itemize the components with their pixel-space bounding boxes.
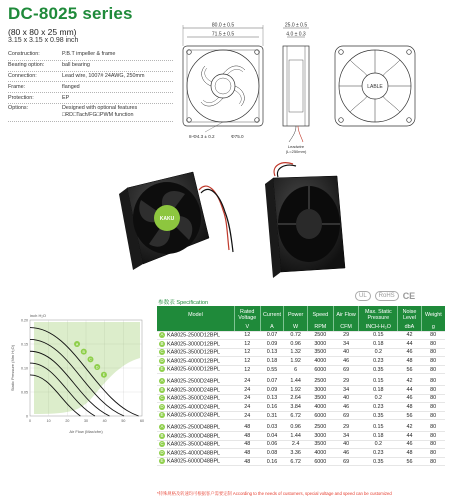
- unit-airflow: CFM: [333, 323, 359, 331]
- front-view-drawing: [183, 22, 263, 132]
- spec-section-title: 参数表 Specification: [158, 300, 209, 306]
- cell-model: [157, 394, 234, 403]
- cell-airflow: 40: [333, 348, 359, 357]
- cell-weight: 80: [421, 403, 445, 412]
- cell-airflow: 46: [333, 403, 359, 412]
- curve-tag-label: B: [82, 349, 85, 354]
- cell-current: 0.07: [260, 377, 284, 386]
- cell-pressure: 0.18: [359, 432, 398, 441]
- cell-current: 0.03: [260, 423, 284, 432]
- curve-x-axis-label: Air Flow (Max/cfm): [69, 429, 103, 434]
- cell-speed: 2500: [307, 331, 333, 340]
- cell-voltage: 24: [234, 394, 260, 403]
- spec-value: Lead wire, 1007# 24AWG, 250mm: [62, 72, 145, 79]
- table-row: [157, 440, 445, 449]
- spec-row: [8, 72, 173, 83]
- cell-current: 0.09: [260, 340, 284, 349]
- fan-photo-back: [265, 163, 345, 278]
- cell-voltage: 12: [234, 331, 260, 340]
- cell-noise: 48: [398, 403, 422, 412]
- cell-noise: 46: [398, 348, 422, 357]
- cell-current: 0.09: [260, 386, 284, 395]
- cell-voltage: 24: [234, 377, 260, 386]
- ul-mark-icon: UL: [355, 291, 371, 301]
- back-label-text: LABLE: [367, 84, 383, 90]
- curve-tag-label: C: [89, 357, 92, 362]
- table-row: [157, 340, 445, 349]
- cell-noise: 48: [398, 357, 422, 366]
- cell-weight: 80: [421, 432, 445, 441]
- x-tick-label: 10: [46, 419, 51, 423]
- curve-tag-badge: C: [160, 395, 164, 401]
- cell-pressure: 0.23: [359, 403, 398, 412]
- technical-drawing: [175, 20, 450, 160]
- cell-noise: 46: [398, 394, 422, 403]
- cell-voltage: 48: [234, 440, 260, 449]
- cell-voltage: 48: [234, 457, 260, 466]
- model-number: KA8025-3000D12BPL: [167, 341, 221, 348]
- dim-depth-label: 25.0 ± 0.5: [284, 22, 308, 29]
- model-number: KA8025-4000D24BPL: [167, 404, 221, 411]
- table-header-row: [157, 306, 445, 323]
- curve-tag-badge: C: [160, 349, 164, 355]
- cell-pressure: 0.35: [359, 365, 398, 374]
- cell-airflow: 34: [333, 386, 359, 395]
- cell-model: [157, 331, 234, 340]
- curve-tag-label: E: [102, 373, 106, 378]
- spec-key: Frame:: [8, 83, 26, 90]
- x-tick-label: 0: [29, 419, 31, 423]
- unit-pressure: INCH-H₂O: [359, 323, 398, 331]
- spec-value: EP: [62, 94, 70, 101]
- curve-tag-label: A: [75, 342, 79, 347]
- spec-row: [8, 50, 173, 61]
- cell-voltage: 24: [234, 386, 260, 395]
- cell-airflow: 69: [333, 411, 359, 420]
- cell-weight: 80: [421, 340, 445, 349]
- cell-power: 3.84: [284, 403, 308, 412]
- cell-model: [157, 423, 234, 432]
- cell-airflow: 40: [333, 394, 359, 403]
- col-power: Power: [284, 306, 308, 323]
- model-number: KA8025-6000D12BPL: [167, 366, 221, 373]
- table-body: [157, 331, 445, 466]
- model-number: KA8025-6000D24BPL: [167, 412, 221, 419]
- cell-speed: 6000: [307, 411, 333, 420]
- cell-power: 0.72: [284, 331, 308, 340]
- spec-row: [8, 104, 173, 122]
- cell-pressure: 0.23: [359, 357, 398, 366]
- cell-weight: 80: [421, 348, 445, 357]
- brand-sticker-text: KAKU: [159, 216, 175, 222]
- cell-pressure: 0.35: [359, 457, 398, 466]
- unit-model: [157, 323, 234, 331]
- spec-key: Bearing option:: [8, 62, 45, 69]
- cell-pressure: 0.15: [359, 423, 398, 432]
- curve-y-axis-label: Static Pressure (Mm H₂O): [10, 344, 15, 392]
- cell-power: 1.44: [284, 377, 308, 386]
- cell-voltage: 48: [234, 423, 260, 432]
- spec-key: Protection:: [8, 94, 34, 101]
- cell-noise: 44: [398, 340, 422, 349]
- cell-noise: 42: [398, 331, 422, 340]
- cell-model: [157, 340, 234, 349]
- model-number: KA8025-4000D48BPL: [167, 450, 221, 457]
- cell-power: 0.96: [284, 423, 308, 432]
- unit-weight: g: [421, 323, 445, 331]
- col-weight: Weight: [421, 306, 445, 323]
- cell-power: 1.32: [284, 348, 308, 357]
- model-number: KA8025-3500D24BPL: [167, 395, 221, 402]
- spec-value: flanged: [62, 83, 80, 90]
- col-noise: Noise Level: [398, 306, 422, 323]
- cell-noise: 42: [398, 377, 422, 386]
- y-tick-label: 0: [26, 414, 28, 419]
- cell-voltage: 24: [234, 403, 260, 412]
- cell-power: 1.92: [284, 357, 308, 366]
- cell-speed: 3000: [307, 340, 333, 349]
- model-number: KA8025-3000D48BPL: [167, 433, 221, 440]
- cell-voltage: 12: [234, 348, 260, 357]
- cell-noise: 56: [398, 411, 422, 420]
- spec-key: Construction:: [8, 51, 40, 58]
- cell-current: 0.13: [260, 394, 284, 403]
- cell-model: [157, 377, 234, 386]
- table-row: [157, 357, 445, 366]
- leadwire-label: Leadwire: [287, 144, 305, 149]
- spec-value: P.B.T impeller & frame: [62, 51, 116, 58]
- cell-model: [157, 386, 234, 395]
- specification-table: [157, 306, 445, 466]
- model-number: KA8025-2500D12BPL: [167, 332, 221, 339]
- cell-noise: 48: [398, 449, 422, 458]
- x-tick-label: 30: [84, 419, 88, 423]
- col-pressure: Max. Static Pressure: [359, 306, 398, 323]
- cell-pressure: 0.2: [359, 440, 398, 449]
- cell-speed: 6000: [307, 365, 333, 374]
- cell-pressure: 0.15: [359, 331, 398, 340]
- col-current: Current: [260, 306, 284, 323]
- spec-value: ball bearing: [62, 62, 90, 69]
- cell-model: [157, 440, 234, 449]
- cell-weight: 80: [421, 394, 445, 403]
- x-tick-label: 40: [102, 419, 107, 423]
- cell-power: 6.72: [284, 411, 308, 420]
- cell-noise: 44: [398, 432, 422, 441]
- cell-speed: 3500: [307, 440, 333, 449]
- cell-current: 0.16: [260, 457, 284, 466]
- cell-airflow: 40: [333, 440, 359, 449]
- footnote: *特殊规格及转速均可根据客户需要定制 According to the needs of customers, special voltage and speed can be customized: [157, 491, 392, 496]
- cell-voltage: 24: [234, 411, 260, 420]
- spec-key: Options:: [8, 105, 29, 112]
- cell-pressure: 0.2: [359, 394, 398, 403]
- model-number: KA8025-6000D48BPL: [167, 458, 221, 465]
- cell-weight: 80: [421, 457, 445, 466]
- spec-row: [8, 82, 173, 93]
- cell-power: 2.64: [284, 394, 308, 403]
- page-title: DC-8025 series: [8, 4, 133, 23]
- cell-pressure: 0.35: [359, 411, 398, 420]
- curve-tag-badge: E: [160, 366, 164, 372]
- col-voltage: Rated Voltage: [234, 306, 260, 323]
- cell-airflow: 69: [333, 365, 359, 374]
- cell-power: 2.4: [284, 440, 308, 449]
- cell-airflow: 29: [333, 331, 359, 340]
- curve-tag-label: D: [95, 365, 99, 370]
- curve-tag-badge: A: [160, 377, 164, 383]
- dim-holes-label: 71.5 ± 0.5: [211, 31, 235, 38]
- table-row: [157, 377, 445, 386]
- cell-model: [157, 457, 234, 466]
- curve-tag-badge: B: [160, 432, 164, 438]
- curve-tag-badge: A: [160, 423, 164, 429]
- performance-curve: [8, 308, 156, 436]
- cell-noise: 44: [398, 386, 422, 395]
- cell-current: 0.18: [260, 357, 284, 366]
- spec-list: [8, 50, 173, 122]
- cell-noise: 56: [398, 457, 422, 466]
- table-row: [157, 403, 445, 412]
- cell-weight: 80: [421, 449, 445, 458]
- curve-tag-badge: B: [160, 340, 164, 346]
- unit-power: W: [284, 323, 308, 331]
- hole-note-label: 8-Φ4.3 ± 0.2: [189, 134, 215, 139]
- curve-x-ticks: [29, 419, 144, 423]
- cell-model: [157, 365, 234, 374]
- cell-weight: 80: [421, 377, 445, 386]
- cell-weight: 80: [421, 357, 445, 366]
- cell-weight: 80: [421, 423, 445, 432]
- col-speed: Speed: [307, 306, 333, 323]
- dim-outer-label: 80.0 ± 0.5: [211, 22, 235, 29]
- cell-power: 0.96: [284, 340, 308, 349]
- cell-voltage: 12: [234, 340, 260, 349]
- table-row: [157, 449, 445, 458]
- table-row: [157, 423, 445, 432]
- table-row: [157, 411, 445, 420]
- curve-y-unit: inch H₂O: [30, 313, 47, 318]
- curve-tag-badge: E: [160, 412, 164, 418]
- cell-power: 1.44: [284, 432, 308, 441]
- cell-pressure: 0.18: [359, 386, 398, 395]
- cell-airflow: 29: [333, 423, 359, 432]
- curve-tag-badge: A: [160, 332, 164, 338]
- cell-airflow: 34: [333, 432, 359, 441]
- cell-weight: 80: [421, 365, 445, 374]
- dim-flange-label: 4.0 ± 0.3: [286, 31, 306, 38]
- table-units-row: [157, 323, 445, 331]
- cell-speed: 3500: [307, 394, 333, 403]
- unit-speed: RPM: [307, 323, 333, 331]
- cell-model: [157, 357, 234, 366]
- cell-model: [157, 411, 234, 420]
- model-number: KA8025-2500D24BPL: [167, 378, 221, 385]
- x-tick-label: 50: [121, 419, 126, 423]
- leadwire-length-label: (L=250mm): [285, 149, 307, 154]
- size-inch: 3.15 x 3.15 x 0.98 inch: [8, 37, 79, 44]
- table-row: [157, 331, 445, 340]
- col-model: Model: [157, 306, 234, 323]
- cell-airflow: 46: [333, 357, 359, 366]
- cell-speed: 2500: [307, 377, 333, 386]
- table-row: [157, 365, 445, 374]
- curve-tag-badge: E: [160, 458, 164, 464]
- col-airflow: Air Flow: [333, 306, 359, 323]
- cell-speed: 6000: [307, 457, 333, 466]
- cell-power: 6: [284, 365, 308, 374]
- curve-tag-badge: C: [160, 441, 164, 447]
- model-number: KA8025-3500D12BPL: [167, 349, 221, 356]
- curve-y-ticks: [21, 319, 28, 419]
- curve-tag-badge: D: [160, 449, 164, 455]
- cell-current: 0.06: [260, 440, 284, 449]
- cell-airflow: 29: [333, 377, 359, 386]
- unit-noise: dbA: [398, 323, 422, 331]
- cell-noise: 42: [398, 423, 422, 432]
- curve-tag-badge: D: [160, 357, 164, 363]
- cell-current: 0.31: [260, 411, 284, 420]
- cell-power: 3.36: [284, 449, 308, 458]
- cell-noise: 56: [398, 365, 422, 374]
- spec-row: [8, 93, 173, 104]
- y-tick-label: 0.15: [21, 342, 28, 347]
- cell-weight: 80: [421, 386, 445, 395]
- cell-current: 0.08: [260, 449, 284, 458]
- cell-weight: 80: [421, 411, 445, 420]
- cell-noise: 46: [398, 440, 422, 449]
- size-mm: (80 x 80 x 25 mm): [8, 27, 77, 37]
- cell-airflow: 46: [333, 449, 359, 458]
- table-row: [157, 386, 445, 395]
- spec-key: Connection:: [8, 72, 37, 79]
- cell-model: [157, 403, 234, 412]
- cell-power: 6.72: [284, 457, 308, 466]
- side-view-drawing: [283, 28, 309, 142]
- unit-current: A: [260, 323, 284, 331]
- y-tick-label: 0.20: [21, 318, 28, 323]
- cell-speed: 4000: [307, 403, 333, 412]
- cell-speed: 3000: [307, 432, 333, 441]
- y-tick-label: 0.10: [21, 366, 28, 371]
- cell-speed: 3500: [307, 348, 333, 357]
- cell-airflow: 34: [333, 340, 359, 349]
- table-row: [157, 348, 445, 357]
- cell-model: [157, 432, 234, 441]
- cell-voltage: 12: [234, 357, 260, 366]
- table-row: [157, 432, 445, 441]
- model-number: KA8025-3000D24BPL: [167, 387, 221, 394]
- rohs-mark-icon: RoHS: [375, 291, 399, 301]
- cell-weight: 80: [421, 331, 445, 340]
- x-tick-label: 20: [65, 419, 70, 423]
- cell-speed: 4000: [307, 357, 333, 366]
- cell-speed: 4000: [307, 449, 333, 458]
- cell-voltage: 48: [234, 449, 260, 458]
- certification-marks: [355, 291, 415, 301]
- spec-value: Designed with optional features □RD□Tach/FG□PWM function: [62, 105, 138, 119]
- unit-voltage: V: [234, 323, 260, 331]
- model-number: KA8025-3500D48BPL: [167, 441, 221, 448]
- model-number: KA8025-2500D48BPL: [167, 424, 221, 431]
- cell-weight: 80: [421, 440, 445, 449]
- fan-diameter-label: Φ75.0: [231, 134, 244, 139]
- cell-pressure: 0.23: [359, 449, 398, 458]
- cell-speed: 2500: [307, 423, 333, 432]
- cell-current: 0.16: [260, 403, 284, 412]
- spec-row: [8, 61, 173, 72]
- cell-pressure: 0.15: [359, 377, 398, 386]
- cell-current: 0.04: [260, 432, 284, 441]
- cell-airflow: 69: [333, 457, 359, 466]
- cell-model: [157, 449, 234, 458]
- cell-current: 0.07: [260, 331, 284, 340]
- product-photos: [105, 160, 405, 300]
- cell-current: 0.55: [260, 365, 284, 374]
- ce-mark-icon: CE: [402, 291, 416, 301]
- cell-pressure: 0.18: [359, 340, 398, 349]
- cell-power: 1.92: [284, 386, 308, 395]
- y-tick-label: 0.05: [21, 390, 28, 395]
- curve-tag-badge: B: [160, 386, 164, 392]
- curve-tag-badge: D: [160, 403, 164, 409]
- cell-current: 0.13: [260, 348, 284, 357]
- fan-photo-front: [119, 172, 233, 270]
- x-tick-label: 60: [140, 419, 144, 423]
- table-row: [157, 457, 445, 466]
- cell-model: [157, 348, 234, 357]
- cell-pressure: 0.2: [359, 348, 398, 357]
- cell-voltage: 12: [234, 365, 260, 374]
- cell-voltage: 48: [234, 432, 260, 441]
- cell-speed: 3000: [307, 386, 333, 395]
- table-row: [157, 394, 445, 403]
- model-number: KA8025-4000D12BPL: [167, 358, 221, 365]
